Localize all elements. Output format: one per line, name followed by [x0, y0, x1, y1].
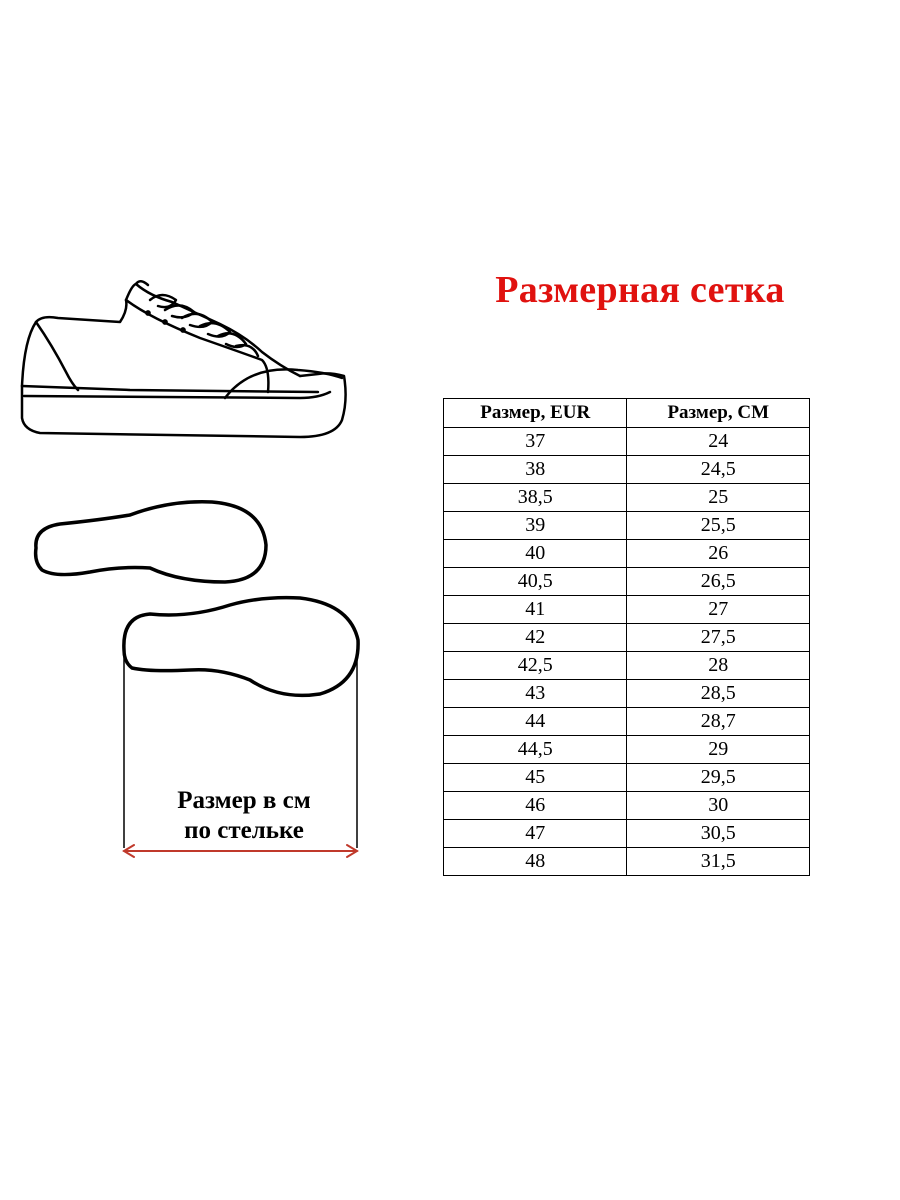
size-eur-cell: 38 [444, 456, 627, 484]
table-row [444, 484, 810, 512]
size-eur-cell: 44 [444, 708, 627, 736]
measure-caption [128, 786, 360, 846]
size-eur-cell: 43 [444, 680, 627, 708]
size-eur-cell: 42,5 [444, 652, 627, 680]
table-row [444, 680, 810, 708]
size-eur-cell: 47 [444, 820, 627, 848]
table-row [444, 736, 810, 764]
size-cm-cell: 31,5 [627, 848, 810, 876]
table-row [444, 512, 810, 540]
table-row [444, 792, 810, 820]
size-cm-cell: 24 [627, 428, 810, 456]
size-cm-cell: 25 [627, 484, 810, 512]
table-row [444, 820, 810, 848]
size-table [443, 398, 810, 876]
size-cm-cell: 27,5 [627, 624, 810, 652]
size-cm-cell: 29,5 [627, 764, 810, 792]
table-row [444, 764, 810, 792]
size-cm-cell: 26,5 [627, 568, 810, 596]
size-cm-cell: 24,5 [627, 456, 810, 484]
sneaker-icon [22, 281, 346, 437]
size-cm-cell: 30 [627, 792, 810, 820]
table-row [444, 540, 810, 568]
size-eur-cell: 39 [444, 512, 627, 540]
size-cm-cell: 28 [627, 652, 810, 680]
size-cm-cell: 28,7 [627, 708, 810, 736]
insole-icon [36, 502, 266, 582]
table-row [444, 652, 810, 680]
size-cm-cell: 29 [627, 736, 810, 764]
table-row [444, 848, 810, 876]
table-row [444, 428, 810, 456]
size-eur-cell: 46 [444, 792, 627, 820]
size-eur-cell: 45 [444, 764, 627, 792]
table-row [444, 708, 810, 736]
double-arrow-icon [124, 845, 357, 857]
size-eur-cell: 42 [444, 624, 627, 652]
header-cm: Размер, СМ [627, 399, 810, 428]
measure-caption-line1: Размер в см [177, 787, 311, 814]
size-table-header [444, 399, 810, 428]
size-cm-cell: 25,5 [627, 512, 810, 540]
size-eur-cell: 40,5 [444, 568, 627, 596]
table-row [444, 596, 810, 624]
size-cm-cell: 27 [627, 596, 810, 624]
size-eur-cell: 41 [444, 596, 627, 624]
table-row [444, 568, 810, 596]
size-eur-cell: 44,5 [444, 736, 627, 764]
size-cm-cell: 28,5 [627, 680, 810, 708]
size-eur-cell: 38,5 [444, 484, 627, 512]
header-eur: Размер, EUR [444, 399, 627, 428]
page-title: Размерная сетка [495, 269, 785, 311]
size-cm-cell: 30,5 [627, 820, 810, 848]
table-row [444, 456, 810, 484]
table-row [444, 624, 810, 652]
size-eur-cell: 37 [444, 428, 627, 456]
size-eur-cell: 40 [444, 540, 627, 568]
size-cm-cell: 26 [627, 540, 810, 568]
size-eur-cell: 48 [444, 848, 627, 876]
measure-caption-line2: по стельке [184, 817, 304, 844]
